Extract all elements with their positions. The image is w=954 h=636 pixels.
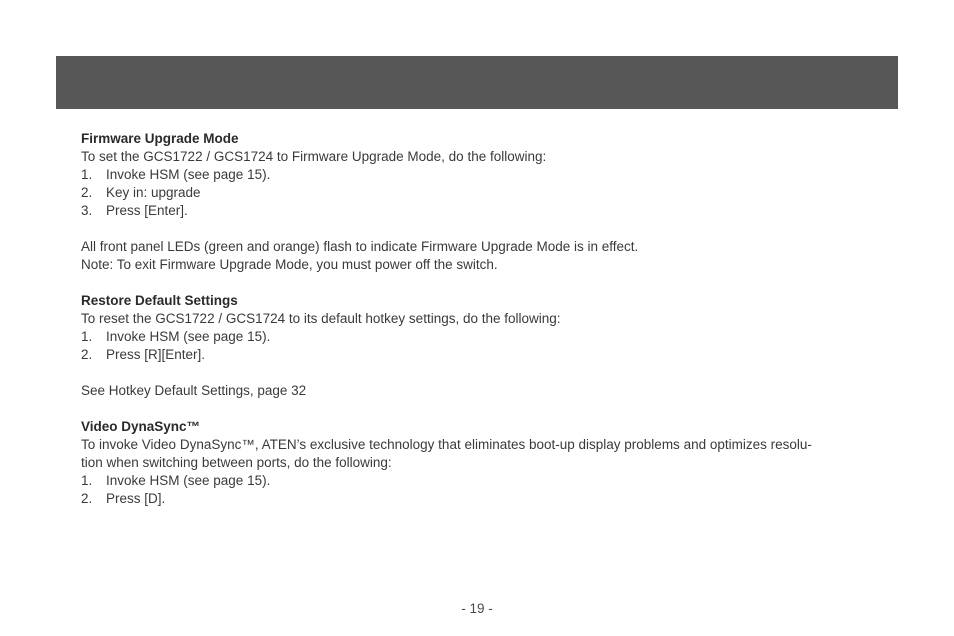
- step-number: 2.: [81, 347, 93, 362]
- section-firmware-upgrade-mode: [81, 130, 881, 274]
- spacer: [81, 364, 881, 382]
- step-number: 1.: [81, 329, 93, 344]
- section-title: Restore Default Settings: [81, 293, 238, 308]
- step-number: 3.: [81, 203, 93, 218]
- step-number: 1.: [81, 167, 93, 182]
- step-number: 1.: [81, 473, 93, 488]
- section-intro: To reset the GCS1722 / GCS1724 to its default hotkey settings, do the following:: [81, 311, 561, 326]
- list-item: [81, 472, 881, 490]
- section-title: Video DynaSync™: [81, 419, 201, 434]
- step-text: Press [Enter].: [106, 203, 188, 218]
- note-text: See Hotkey Default Settings, page 32: [81, 383, 307, 398]
- list-item: [81, 202, 881, 220]
- section-intro-line: To invoke Video DynaSync™, ATEN’s exclusive technology that eliminates boot-up display problems and optimizes resolu-: [81, 437, 812, 452]
- page-content: [81, 130, 881, 526]
- section-restore-default-settings: [81, 292, 881, 400]
- step-text: Invoke HSM (see page 15).: [106, 167, 271, 182]
- note-text: Note: To exit Firmware Upgrade Mode, you must power off the switch.: [81, 257, 498, 272]
- section-title: Firmware Upgrade Mode: [81, 131, 239, 146]
- spacer: [81, 220, 881, 238]
- step-text: Press [D].: [106, 491, 166, 506]
- page-number: - 19 -: [461, 601, 493, 616]
- step-number: 2.: [81, 185, 93, 200]
- section-intro: To set the GCS1722 / GCS1724 to Firmware Upgrade Mode, do the following:: [81, 149, 547, 164]
- list-item: [81, 184, 881, 202]
- step-text: Invoke HSM (see page 15).: [106, 473, 271, 488]
- step-text: Press [R][Enter].: [106, 347, 206, 362]
- list-item: [81, 328, 881, 346]
- step-number: 2.: [81, 491, 93, 506]
- step-text: Invoke HSM (see page 15).: [106, 329, 271, 344]
- header-bar: [56, 56, 898, 109]
- section-video-dynasync: [81, 418, 881, 508]
- step-text: Key in: upgrade: [106, 185, 201, 200]
- note-text: All front panel LEDs (green and orange) flash to indicate Firmware Upgrade Mode is in effect.: [81, 239, 639, 254]
- list-item: [81, 166, 881, 184]
- list-item: [81, 490, 881, 508]
- list-item: [81, 346, 881, 364]
- section-intro-line: tion when switching between ports, do the following:: [81, 455, 392, 470]
